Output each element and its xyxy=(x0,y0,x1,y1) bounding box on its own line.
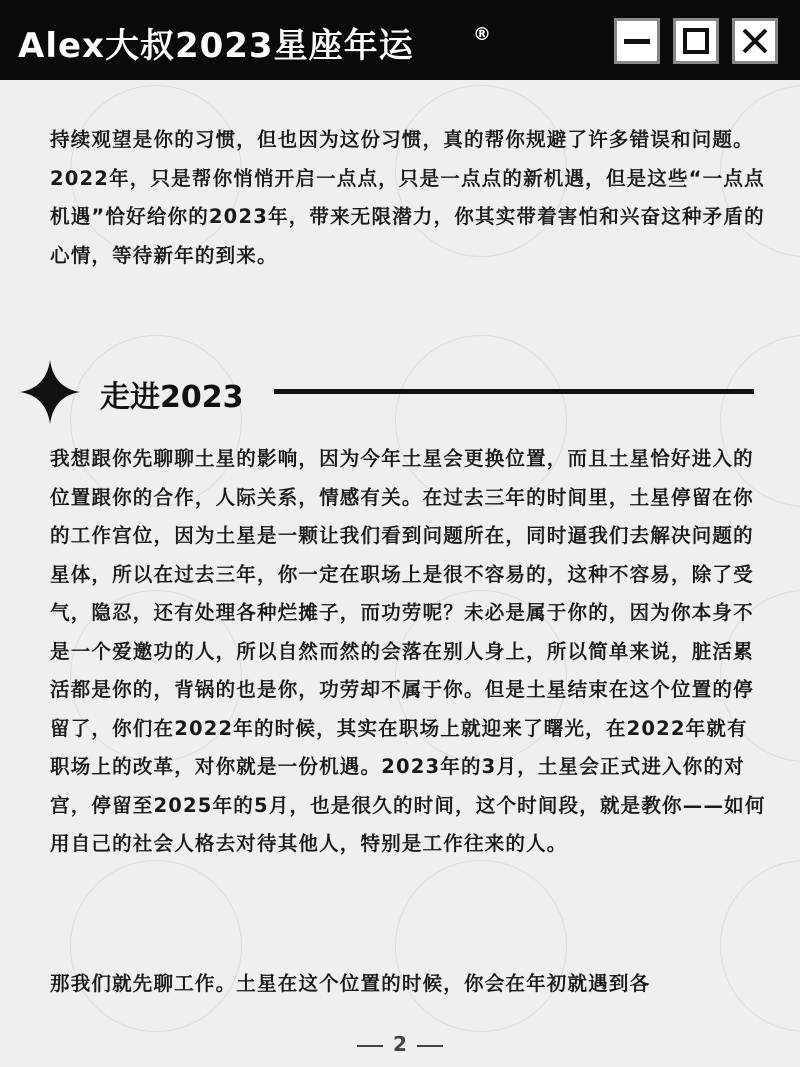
close-button[interactable] xyxy=(732,18,778,64)
intro-paragraph: 持续观望是你的习惯，但也因为这份习惯，真的帮你规避了许多错误和问题。2022年，只是帮你悄悄开启一点点，只是一点点的新机遇，但是这些“一点点机遇”恰好给你的2023年，带来无限潜力，你其实带着害怕和兴奋这种矛盾的心情，等待新年的到来。 xyxy=(50,128,765,267)
watermark xyxy=(70,860,242,1032)
maximize-icon xyxy=(676,21,716,61)
section-divider xyxy=(274,389,754,394)
registered-mark: ® xyxy=(473,24,491,45)
page-number-value: 2 xyxy=(393,1032,407,1056)
four-point-star-icon xyxy=(20,360,80,424)
watermark xyxy=(720,860,800,1032)
maximize-button[interactable] xyxy=(673,18,719,64)
content-paragraph: 那我们就先聊工作。土星在这个位置的时候，你会在年初就遇到各 xyxy=(50,972,651,995)
close-icon xyxy=(735,21,775,61)
page-number-dash xyxy=(357,1045,383,1047)
minimize-icon xyxy=(617,21,657,61)
watermark xyxy=(395,860,567,1032)
section-title: 走进2023 xyxy=(100,380,244,415)
section-heading xyxy=(20,358,780,428)
title-bar xyxy=(0,0,800,80)
content-paragraph: 我想跟你先聊聊土星的影响，因为今年土星会更换位置，而且土星恰好进入的位置跟你的合作，人际关系，情感有关。在过去三年的时间里，土星停留在你的工作宫位，因为土星是一颗让我们看到问题所在，同时逼我们去解决问题的星体，所以在过去三年，你一定在职场上是很不容易的，这种不容易，除了受气，隐忍，还有处理各种烂摊子，而功劳呢？未必是属于你的，因为你本身不是一个爱邀功的人，所以自然而然的会落在别人身上，所以简单来说，脏活累活都是你的，背锅的也是你，功劳却不属于你。但是土星结束在这个位置的停留了，你们在2022年的时候，其实在职场上就迎来了曙光，在2022年就有职场上的改革，对你就是一份机遇。2023年的3月，土星会正式进入你的对宫，停留至2025年的5月，也是很久的时间，这个时间段，就是教你——如何用自己的社会人格去对待其他人，特别是工作往来的人。 xyxy=(50,447,766,855)
minimize-button[interactable] xyxy=(614,18,660,64)
page-number xyxy=(0,1032,800,1056)
page-number-dash xyxy=(417,1045,443,1047)
window-title: Alex大叔2023星座年运 xyxy=(18,26,414,66)
